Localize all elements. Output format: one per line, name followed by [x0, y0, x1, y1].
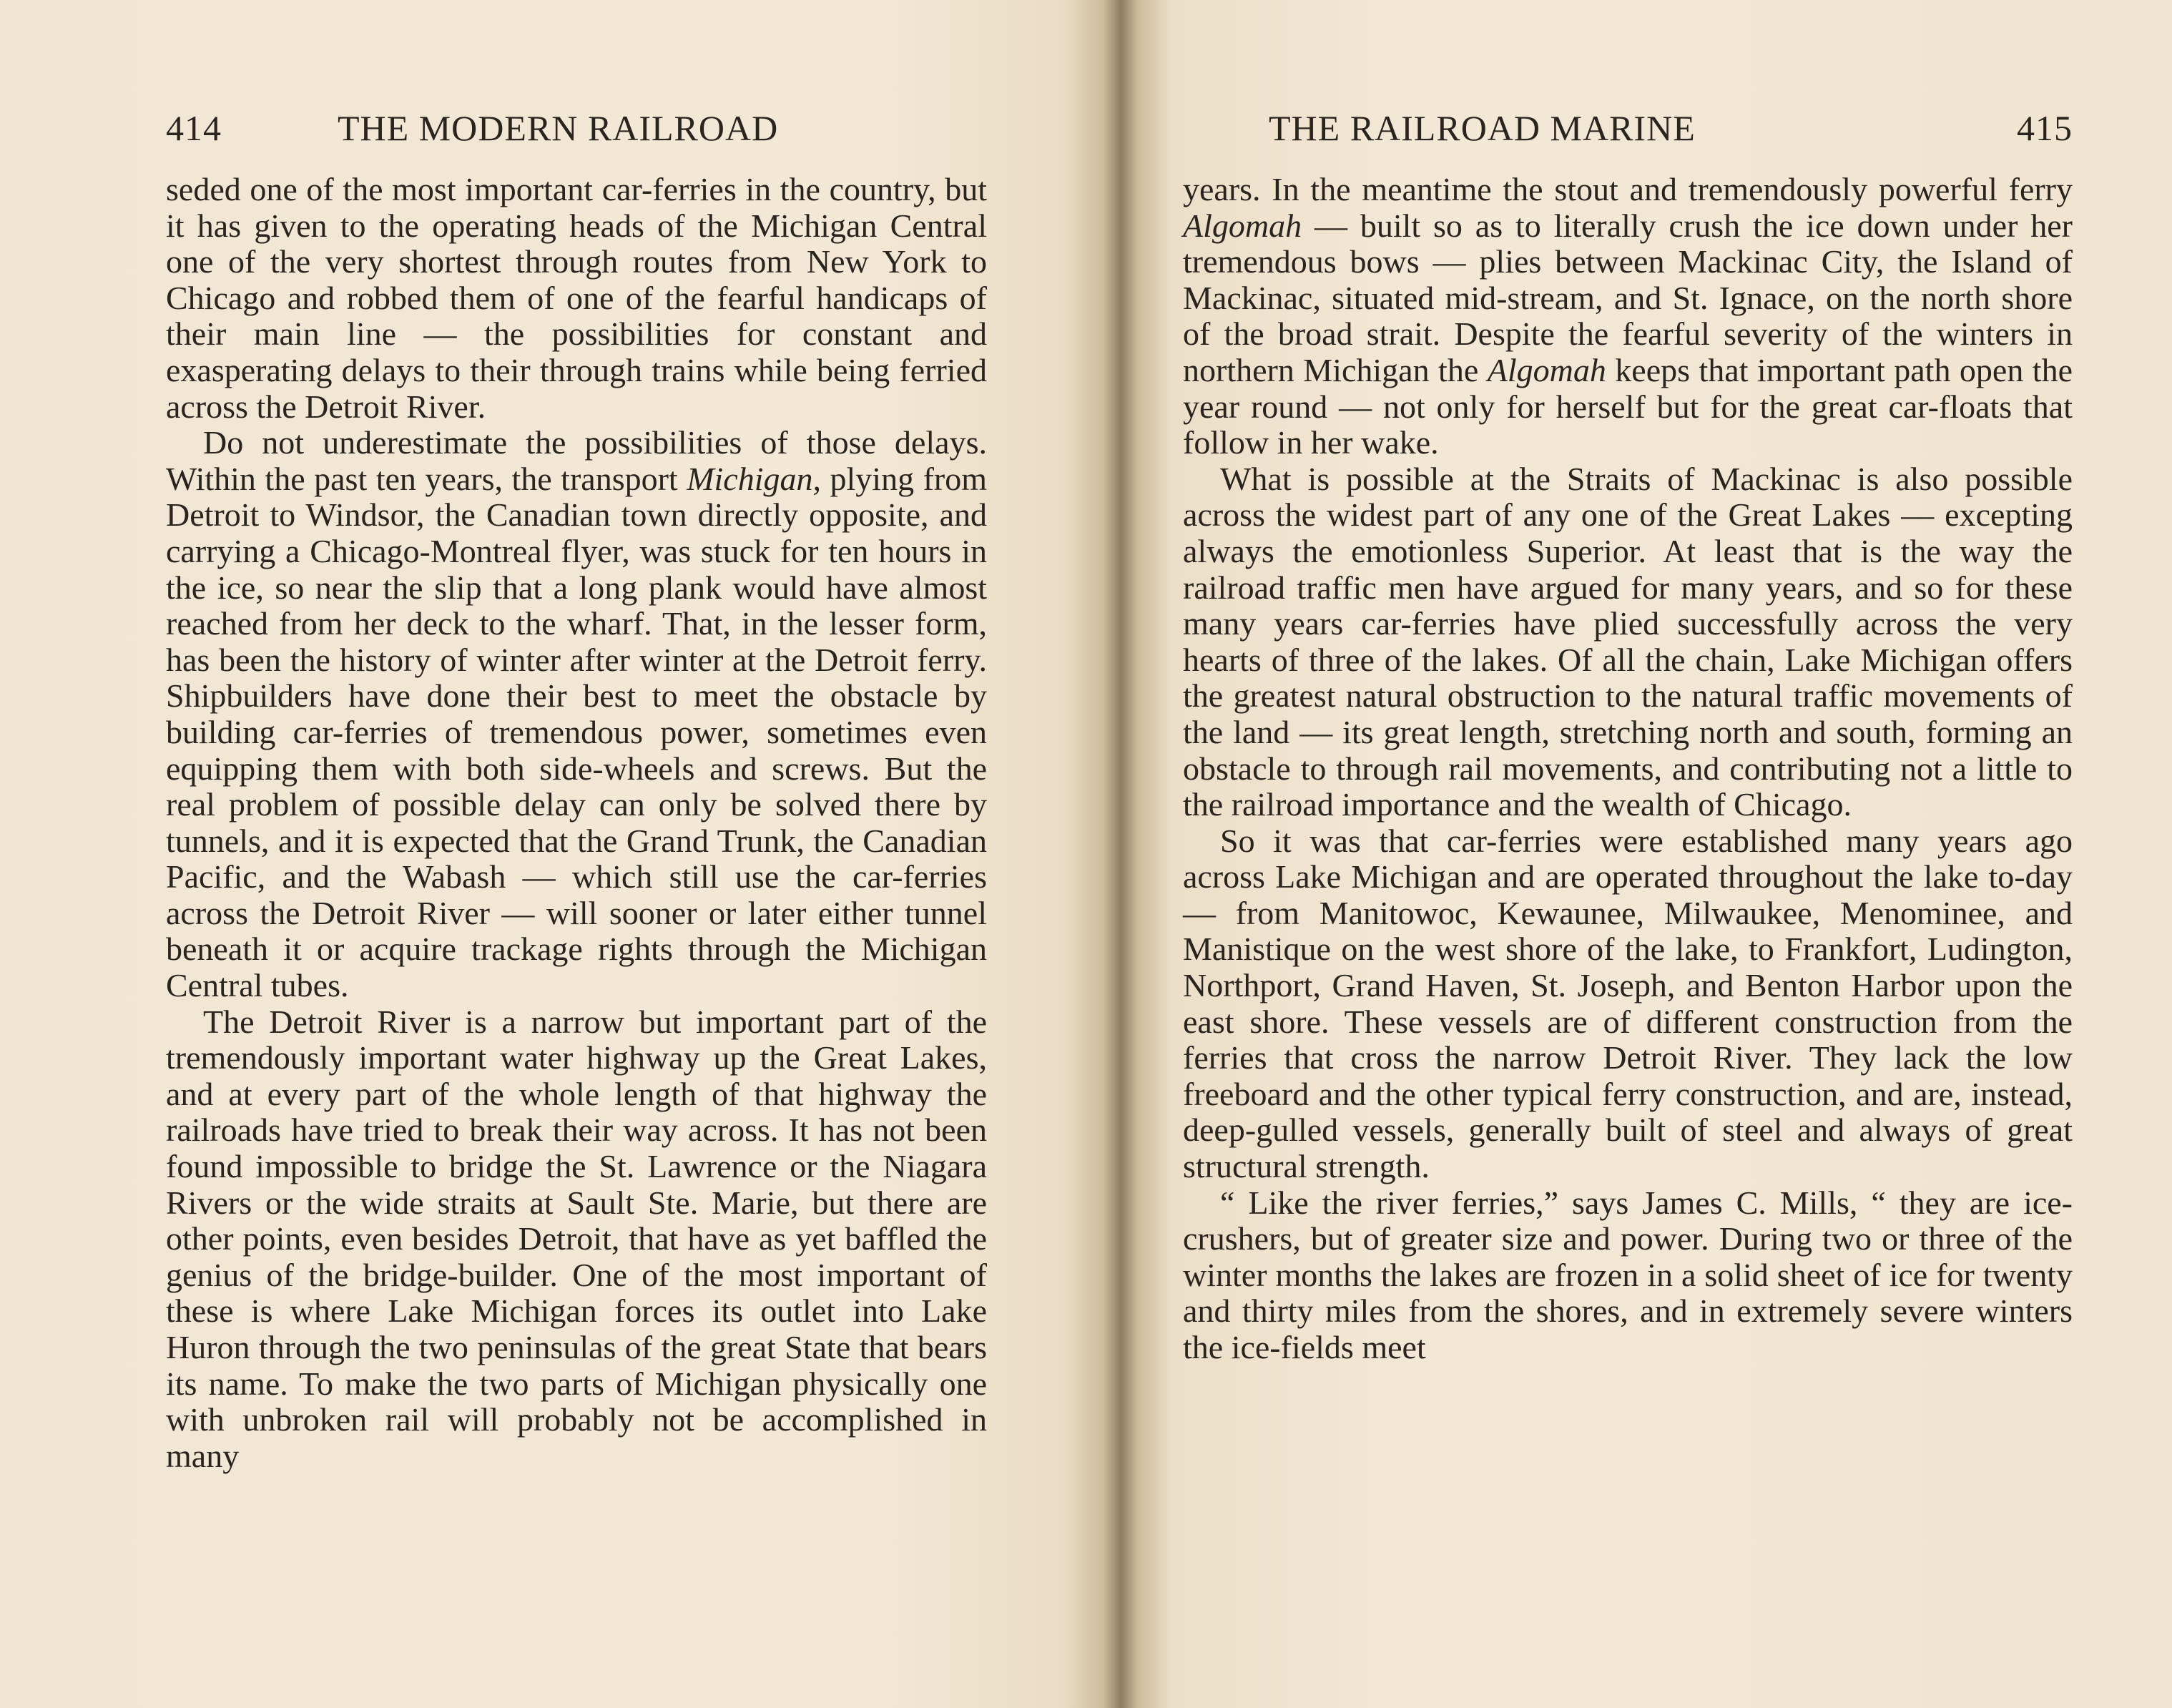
left-page-body: [166, 172, 987, 1474]
right-page-body: [1183, 172, 2073, 1366]
left-page-header: [166, 107, 987, 150]
left-page: [0, 0, 1083, 1708]
right-paragraph-1: years. In the meantime the stout and tremendously powerful ferry Algomah — built so as to literally crush the ice down under her tremendous bows — plies between Mackinac City, the Island of Mackinac, situated mid-stream, and St. Ignace, on the north shore of the broad strait. Despite the fearful severity of the winters in northern Michigan the Algomah keeps that important path open the year round — not only for herself but for the great car-floats that follow in her wake.: [1183, 171, 2073, 461]
left-running-title: THE MODERN RAILROAD: [338, 108, 779, 148]
ship-name-algomah: Algomah: [1183, 207, 1302, 244]
right-paragraph-4: “ Like the river ferries,” says James C. Mills, “ they are ice-crushers, but of greater size and power. During two or three of the winter months the lakes are frozen in a solid sheet of ice for twenty and thirty miles from the shores, and in extremely severe winters the ice-fields meet: [1183, 1184, 2073, 1365]
right-paragraph-3: So it was that car-ferries were established many years ago across Lake Michigan and are operated throughout the lake to-day — from Manitowoc, Kewaunee, Milwaukee, Menominee, and Manistique on the west shore of the lake, to Frankfort, Ludington, Northport, Grand Haven, St. Joseph, and Benton Harbor upon the east shore. These vessels are of different construction from the ferries that cross the narrow Detroit River. They lack the low freeboard and the other typical ferry construction, and are, instead, deep-gulled vessels, generally built of steel and always of great structural strength.: [1183, 822, 2073, 1185]
ship-name-michigan: Michigan,: [687, 460, 821, 497]
right-running-title: THE RAILROAD MARINE: [1269, 108, 1696, 148]
ship-name-algomah: Algomah: [1487, 351, 1606, 388]
left-paragraph-2: Do not underestimate the possibilities of those delays. Within the past ten years, the transport Michigan, plying from Detroit to Windsor, the Canadian town directly opposite, and carrying a Chicago-Montreal flyer, was stuck for ten hours in the ice, so near the slip that a long plank would have almost reached from her deck to the wharf. That, in the lesser form, has been the history of winter after winter at the Detroit ferry. Shipbuilders have done their best to meet the obstacle by building car-ferries of tremendous power, sometimes even equipping them with both side-wheels and screws. But the real problem of possible delay can only be solved there by tunnels, and it is expected that the Grand Trunk, the Canadian Pacific, and the Wabash — which still use the car-ferries across the Detroit River — will sooner or later either tunnel beneath it or acquire trackage rights through the Michigan Central tubes.: [166, 424, 987, 1004]
left-paragraph-3: The Detroit River is a narrow but important part of the tremendously important water highway up the Great Lakes, and at every part of the whole length of that highway the railroads have tried to break their way across. It has not been found impossible to bridge the St. Lawrence or the Niagara Rivers or the wide straits at Sault Ste. Marie, but there are other points, even besides Detroit, that have as yet baffled the genius of the bridge-builder. One of the most important of these is where Lake Michigan forces its outlet into Lake Huron through the two peninsulas of the great State that bears its name. To make the two parts of Michigan physically one with unbroken rail will probably not be accomplished in many: [166, 1003, 987, 1474]
right-page: [1116, 0, 2172, 1708]
right-page-header: [1183, 107, 2073, 150]
right-paragraph-2: What is possible at the Straits of Mackinac is also possible across the widest part of any one of the Great Lakes — excepting always the emotionless Superior. At least that is the way the railroad traffic men have argued for many years, and so for these many years car-ferries have plied successfully across the very hearts of three of the lakes. Of all the chain, Lake Michigan offers the greatest natural obstruction to the natural traffic movements of the land — its great length, stretching north and south, forming an obstacle to through rail movements, and contributing not a little to the railroad importance and the wealth of Chicago.: [1183, 460, 2073, 823]
left-paragraph-1: seded one of the most important car-ferries in the country, but it has given to the operating heads of the Michigan Central one of the very shortest through routes from New York to Chicago and robbed them of one of the fearful handicaps of their main line — the possibilities for constant and exasperating delays to their through trains while being ferried across the Detroit River.: [166, 171, 987, 425]
right-page-number: 415: [2017, 108, 2073, 148]
left-page-number: 414: [166, 108, 222, 148]
